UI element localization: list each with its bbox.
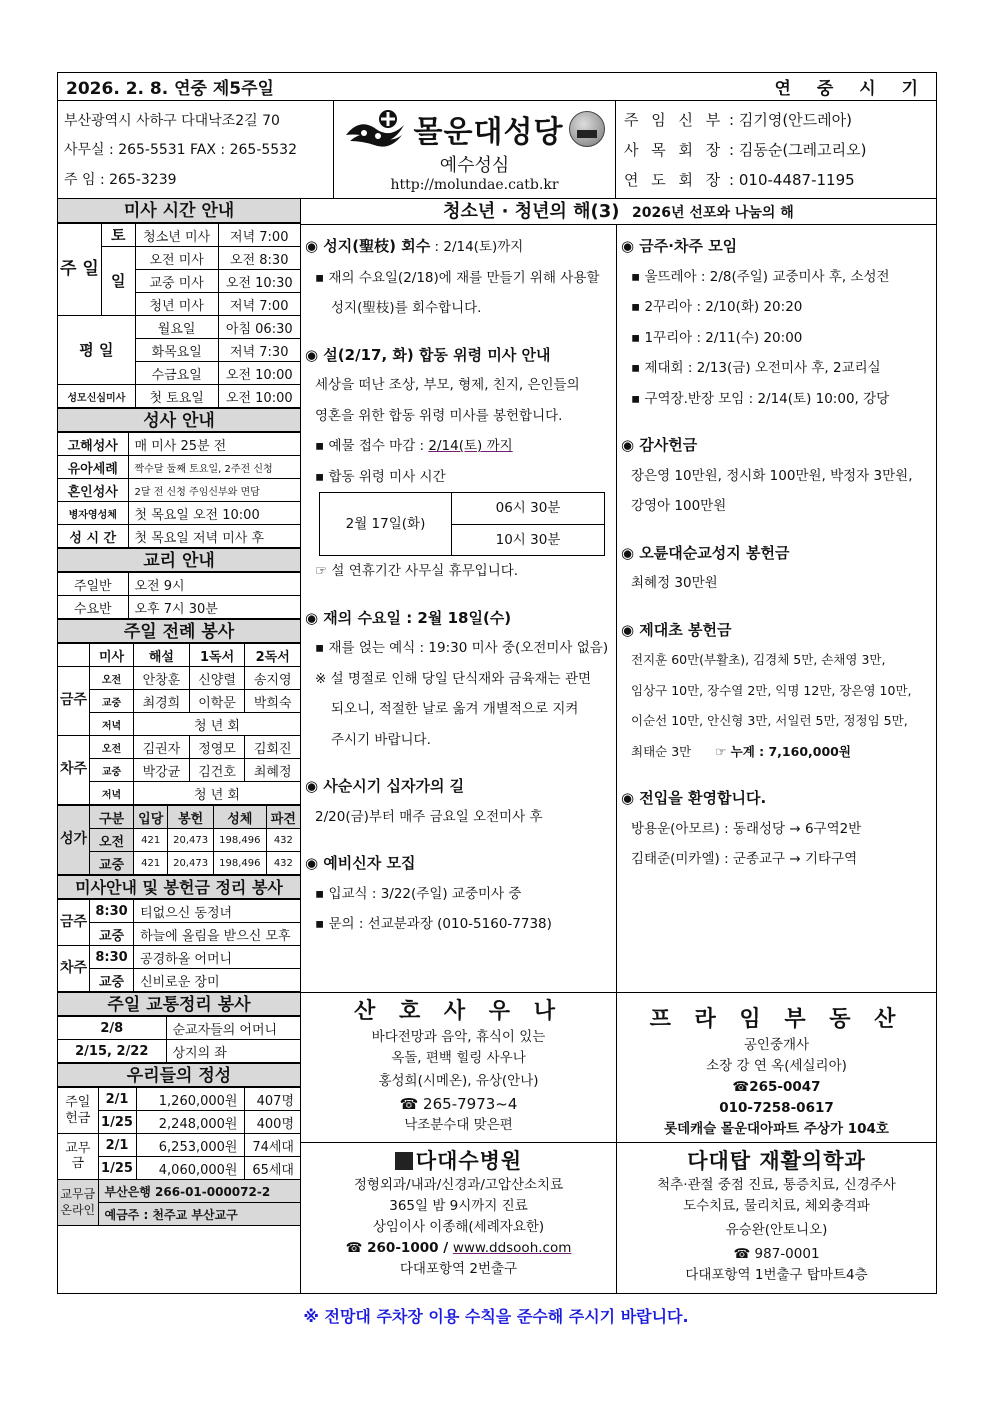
pastor-phone: 주 임 : 265-3239 — [64, 172, 177, 189]
left-sidebar — [58, 199, 301, 1293]
bulletin-page — [57, 72, 937, 1294]
sacraments-title: 성사 안내 — [58, 408, 300, 432]
office-phone: 사무실 : 265-5531 FAX : 265-5532 — [64, 142, 297, 159]
church-name: 몰운대성당 — [413, 114, 564, 150]
date-week: 2026. 2. 8. 연중 제5주일 — [66, 79, 274, 99]
ad-rehab-clinic: 다대탑 재활의학과 척추·관절 중점 진료, 통증치료, 신경주사 도수치료, 물리치료, 체외충격파 유승완(안토니오) ☎ 987-0001 다대포항역 1번출구 탑마트4층 — [657, 1149, 896, 1283]
catechism-table: 주일반 오전 9시 수요반 오후 7시 30분 — [58, 572, 300, 619]
notices-right: ◉ 금주·차주 모임 ▪ 울뜨레아 : 2/8(주일) 교중미사 후, 소성전 ▪ 2꾸리아 : 2/10(화) 20:20 ▪ 1꾸리아 : 2/11(수) 20:00 ▪ 제대회 : 2/13(금) 오전미사 후, 2교리실 ▪ 구역장.반장 모임 : 2/14(토) 10:00, 강당 ◉ 감사헌금 장은영 10만원, 정시화 100만원, 박정자 3만원, 강영아 100만원 ◉ 오륜대순교성지 봉헌금 최혜정 30만원 ◉ 제대초 봉헌금 전지훈 60만(부활초), 김경체 5만, 손채영 3만, 임상구 10만, 장수열 2만, 익명 12만, 장은영 10만, 이순선 10만, 안신형 3만, 서일런 5만, 정정임 5만, 최태순 3만 ☞ 누계 : 7,160,000원 ◉ 전입을 환영합니다. 방용운(아모르) : 동래성당 → 6구역2반 김태준(미카엘) : 군종교구 → 기타구역 — [617, 225, 936, 992]
church-logo-icon — [344, 109, 408, 149]
hospital-logo-icon — [395, 1152, 413, 1170]
ad-hospital: 다대수병원 정형외과/내과/신경과/고압산소치료 365일 밤 9시까지 진료 상임이사 이종해(세례자요한) ☎ 260-1000 / www.ddsooh.com 다대포항역 2번출구 — [301, 1143, 617, 1293]
church-contact — [58, 101, 334, 198]
staff-pastor: 주 임 신 부 : 김기영(안드레아) — [624, 111, 852, 130]
hymns-table: 성가 구분 입당 봉헌 성체 파견 오전 421 20,473 198,496 432 교중 421 20,473 198,496 432 — [58, 805, 300, 875]
header — [58, 101, 936, 199]
memorial-time-table: 2월 17일(화) 06시 30분 10시 30분 — [319, 492, 605, 556]
candle-offering-title: ◉ 제대초 봉헌금 — [621, 620, 732, 639]
sacraments-table: 고해성사 매 미사 25분 전 유아세례 짝수달 둘째 토요일, 2주전 신청 혼인성사 2달 전 신청 주임신부와 면담 병자영성체 첫 목요일 오전 10:00 성 시 간 첫 목요일 저녁 미사 후 — [58, 432, 300, 548]
church-url[interactable]: http://molundae.catb.kr — [390, 176, 559, 193]
church-building-icon — [569, 111, 605, 147]
catechism-title: 교리 안내 — [58, 548, 300, 572]
stations-title: ◉ 사순시기 십자가의 길 — [305, 777, 465, 795]
motto: 예수성심 — [439, 154, 510, 176]
staff-prayer: 연 도 회 장 : 010-4487-1195 — [624, 170, 855, 189]
address: 부산광역시 사하구 다대낙조2길 70 — [64, 112, 280, 129]
contributions-title: 우리들의 정성 — [58, 1063, 300, 1087]
shrine-offering-title: ◉ 오륜대순교성지 봉헌금 — [621, 543, 790, 562]
thanks-offering-title: ◉ 감사헌금 — [621, 436, 698, 454]
liturgy-title: 주일 전례 봉사 — [58, 619, 300, 643]
memorial-notice-title: ◉ 설(2/17, 화) 합동 위령 미사 안내 — [305, 345, 551, 364]
hospital-url-link[interactable]: www.ddsooh.com — [452, 1240, 572, 1256]
notices-left: ◉ 성지(聖枝) 회수 : 2/14(토)까지 ▪ 재의 수요일(2/18)에 재를 만들기 위해 사용할 성지(聖枝)를 회수합니다. ◉ 설(2/17, 화) 합동 위령 미사 안내 세상을 떠난 조상, 부모, 형제, 친지, 은인들의 영혼을 위한 합동 위령 미사를 봉헌합니다. ▪ 예물 접수 마감 : 2/14(토) 까지 ▪ 합동 위령 미사 시간 2월 17일(화) 06시 30분 10시 30분 ☞ 설 연휴기간 사무실 휴무입니다. ◉ 재의 수요일 : 2월 18일(수) ▪ 재를 얹는 예식 : 19:30 미사 중(오전미사 없음) ※ 설 명절로 인해 당일 단식재와 금육재는 관면 되오니, 적절한 날로 옮겨 개별적으로 지켜 주시기 바랍니다. ◉ 사순시기 십자가의 길 2/20(금)부터 매주 금요일 오전미사 후 ◉ 예비신자 모집 ▪ 입교식 : 3/22(주일) 교중미사 중 ▪ 문의 : 선교분과장 (010-5160-7738) — [301, 225, 617, 992]
staff-council: 사 목 회 장 : 김동순(그레고리오) — [624, 140, 867, 159]
church-logo-block — [334, 101, 616, 198]
mass-times-table: 주 일 토 청소년 미사 저녁 7:00 일 오전 미사 오전 8:30 교중 미사 오전 10:30 청년 미사 저녁 7:00 평 일 월요일 아침 06:30 화목요일 저녁 7:30 수금요일 오전 10:00 성모신심미사 첫 토요일 오전 10:00 — [58, 223, 300, 408]
mass-times-title: 미사 시간 안내 — [58, 199, 300, 223]
ash-notice-title: ◉ 재의 수요일 : 2월 18일(수) — [305, 608, 512, 627]
main-content — [301, 199, 936, 1293]
liturgy-table: 미사 해설 1독서 2독서 금주 오전 안창훈 신양렬 송지영 교중 최경희 이학문 박희숙 저녁 청 년 회 차주 오전 김권자 정영모 김회진 교중 박강균 김건호 최혜정 저녁 청 년 회 — [58, 643, 300, 805]
parking-notice: ※ 전망대 주차장 이용 수칙을 준수해 주시기 바랍니다. — [303, 1307, 689, 1326]
ad-sauna: 산 호 사 우 나 바다전망과 음악, 휴식이 있는 옥돌, 편백 힐링 사우나 홍성희(시메온), 유상(안나) ☎ 265-7973~4 낙조분수대 맞은편 — [301, 993, 617, 1143]
catechumen-title: ◉ 예비신자 모집 — [305, 854, 416, 872]
offering-service-table: 금주 8:30 티없으신 동정녀 교중 하늘에 올림을 받으신 모후 차주 8:30 공경하올 어머니 교중 신비로운 장미 — [58, 899, 300, 992]
welcome-title: ◉ 전입을 환영합니다. — [621, 789, 767, 807]
traffic-title: 주일 교통정리 봉사 — [58, 992, 300, 1016]
offering-service-title: 미사안내 및 봉헌금 정리 봉사 — [58, 875, 300, 899]
palm-notice: ◉ 성지(聖枝) 회수 : 2/14(토)까지 — [305, 237, 524, 255]
ads-grid — [301, 993, 936, 1293]
meetings-title: ◉ 금주·차주 모임 — [621, 237, 738, 255]
traffic-table: 2/8 순교자들의 어머니 2/15, 2/22 상지의 좌 — [58, 1016, 300, 1063]
year-banner: 청소년 · 청년의 해(3) 2026년 선포와 나눔의 해 — [301, 199, 936, 225]
liturgical-season: 연 중 시 기 — [774, 79, 928, 99]
contributions-table: 주일헌금 2/1 1,260,000원 407명 1/25 2,248,000원 400명 교무금 2/1 6,253,000원 74세대 1/25 4,060,000원 65세대 교무금 온라인 부산은행 266-01-000072-2 예금주 : 천주교 부산교구 — [58, 1087, 300, 1226]
top-bar — [58, 73, 936, 101]
staff-list — [616, 101, 936, 198]
ad-realestate: 프 라 임 부 동 산 공인중개사 소장 강 연 옥(세실리아) ☎265-0047 010-7258-0617 롯데캐슬 몰운대아파트 주상가 104호 — [617, 993, 936, 1143]
